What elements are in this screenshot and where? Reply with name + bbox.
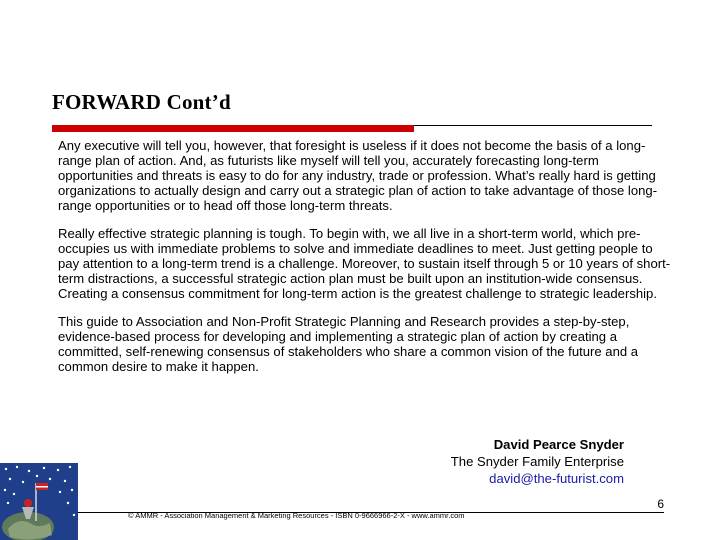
- paragraph-3: This guide to Association and Non-Profit Strategic Planning and Research provides a step-by-step, evidence-based process for developing and implementing a strategic plan of action by creating a committed, self-renewing consensus of stakeholders who share a common vision of the future and a common desire to make it happen.: [58, 314, 639, 374]
- paragraph-2: Really effective strategic planning is tough. To begin with, we all live in a short-term world, which pre-occupies us with immediate problems to solve and immediate deadlines to meet. Just getting people to pay attention to a long-term trend is a challenge. Moreover, to sustain itself through 5 or 10 years of short-term distractions, a successful strategic action plan must be built upon an institution-wide consensus. Creating a consensus commitment for long-term action is the greatest challenge to strategic leadership.: [58, 226, 671, 301]
- title-accent-bar: [52, 125, 414, 132]
- paragraph-1: Any executive will tell you, however, that foresight is useless if it does not become the basis of a long-range plan of action. And, as futurists like myself will tell you, accurately forecasting long-term opportunities and threats is easy to do for any industry, trade or profession. What’s really hard is getting organizations to actually design and carry out a strategic plan of action to take advantage of those long-range opportunities or to head off those long-term threats.: [58, 138, 658, 213]
- flag-globe-logo: [0, 463, 78, 540]
- body-text: [58, 138, 673, 387]
- footer-text: © AMMR - Association Management & Marketing Resources - ISBN 0-9666966-2-X - www.ammr.com: [128, 511, 465, 520]
- slide-title: FORWARD Cont’d: [52, 90, 231, 114]
- author-name: David Pearce Snyder: [493, 437, 624, 452]
- author-email-link[interactable]: david@the-futurist.com: [489, 471, 624, 486]
- author-org: The Snyder Family Enterprise: [450, 454, 624, 469]
- signature-block: [451, 436, 624, 487]
- page-number: 6: [657, 497, 664, 511]
